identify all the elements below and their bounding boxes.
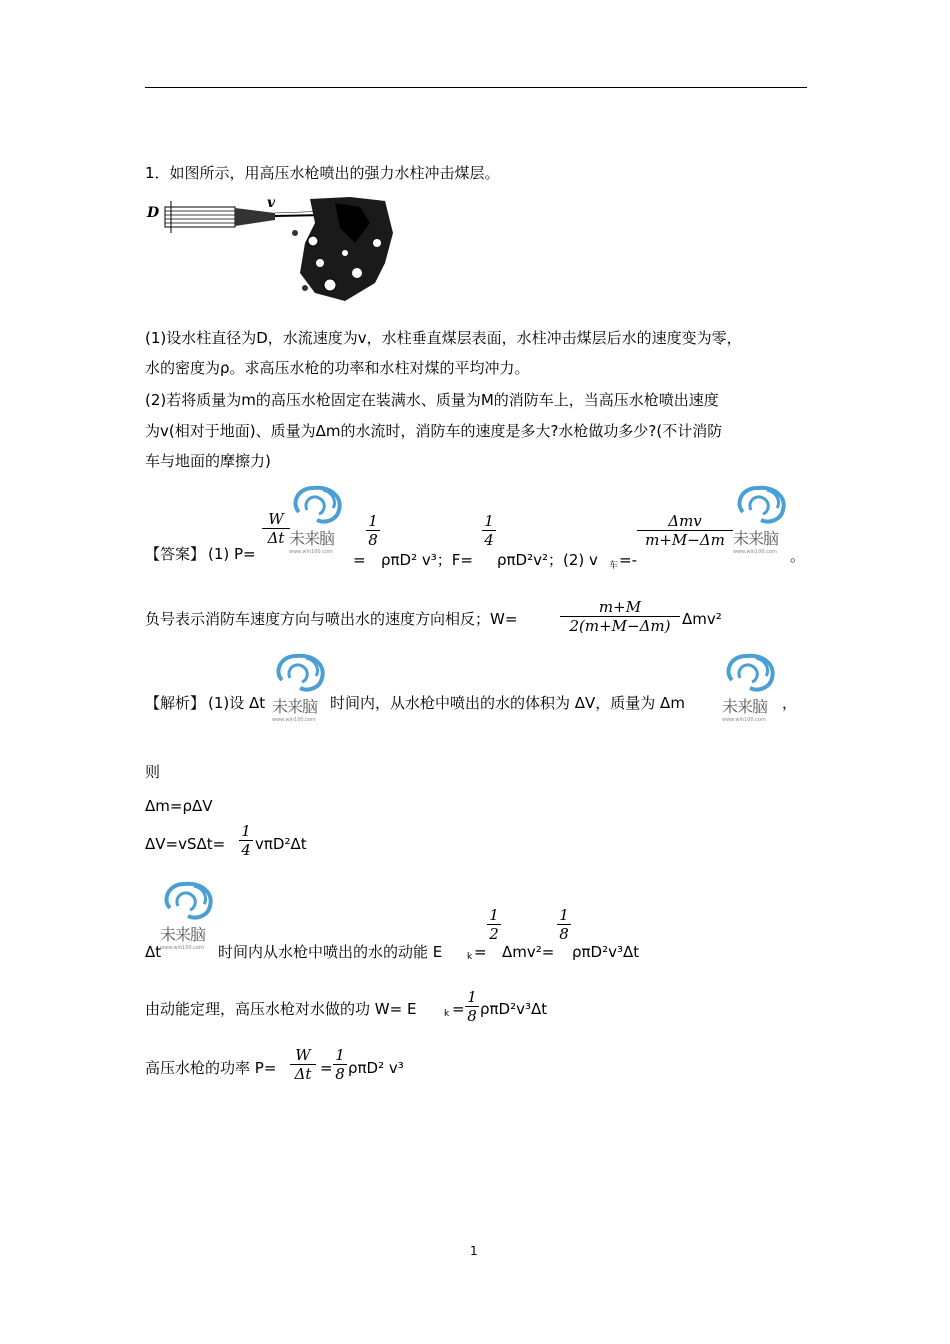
watermark-url: www.wln100.com — [272, 717, 316, 723]
fraction-numerator: W — [268, 510, 284, 528]
analysis-line5-c: = — [474, 943, 487, 961]
fraction-denominator: Δt — [262, 528, 290, 547]
watermark-url: www.wln100.com — [289, 549, 333, 555]
analysis-line6-a: 由动能定理，高压水枪对水做的功 W= E — [145, 1000, 417, 1018]
answer-p-prefix: (1) P= — [208, 545, 256, 563]
analysis-line6-c: ρπD²v³Δt — [480, 1000, 548, 1018]
analysis-line1-b: 时间内，从水枪中喷出的水的体积为 ΔV，质量为 Δm — [330, 694, 685, 712]
analysis-line5-e: ρπD²v³Δt — [572, 943, 640, 961]
analysis-line6-b: = — [452, 1000, 465, 1018]
answer-one-eighth — [366, 512, 380, 549]
figure-label-v: v — [267, 195, 276, 211]
fraction-denominator: Δt — [290, 1064, 316, 1083]
fraction-denominator: 4 — [239, 840, 253, 859]
answer-p-tail: ρπD² v³；F= — [381, 551, 473, 569]
analysis-eighth-fraction-3 — [333, 1046, 347, 1083]
analysis-line5-b: 时间内从水枪中喷出的水的动能 E — [218, 943, 443, 961]
answer-w-tail: Δmv² — [682, 610, 722, 628]
analysis-line5-a: Δt — [145, 943, 162, 961]
analysis-eighth-fraction-2 — [465, 988, 479, 1025]
watermark-text: 未来脑 — [722, 697, 768, 716]
fraction-denominator: m+M−Δm — [637, 530, 733, 549]
brain-swirl-icon — [722, 650, 782, 696]
fraction-numerator: 1 — [241, 822, 251, 840]
fraction-numerator: 1 — [368, 512, 378, 530]
analysis-line4-a: ΔV=vSΔt= — [145, 835, 226, 853]
analysis-line1-a: (1)设 Δt — [208, 694, 266, 712]
analysis-line7-c: ρπD² v³ — [348, 1059, 404, 1077]
fraction-denominator: 2 — [487, 924, 501, 943]
analysis-label: 【解析】 — [145, 694, 206, 712]
question-figure — [145, 193, 395, 303]
fraction-numerator: 1 — [335, 1046, 345, 1064]
answer-v-fraction — [637, 512, 733, 549]
question-part2-line2: 为v(相对于地面)、质量为Δm的水流时，消防车的速度是多大?水枪做功多少?(不计消防 — [145, 422, 723, 440]
analysis-line5-d: Δmv²= — [502, 943, 555, 961]
question-part2-line1: (2)若将质量为m的高压水枪固定在装满水、质量为M的消防车上，当高压水枪喷出速度 — [145, 391, 719, 409]
analysis-ek-subscript: k — [467, 952, 473, 962]
analysis-line7-a: 高压水枪的功率 P= — [145, 1059, 277, 1077]
fraction-numerator: 1 — [489, 906, 499, 924]
watermark-logo — [722, 650, 782, 730]
fraction-numerator: W — [295, 1046, 311, 1064]
fraction-denominator: 8 — [465, 1006, 479, 1025]
watermark-logo — [289, 482, 349, 562]
analysis-line3: Δm=ρΔV — [145, 797, 213, 815]
analysis-line2: 则 — [145, 763, 161, 781]
page-number: 1 — [470, 1244, 478, 1258]
fraction-denominator: 8 — [557, 924, 571, 943]
figure-label-d: D — [147, 205, 160, 221]
answer-line2-prefix: 负号表示消防车速度方向与喷出水的速度方向相反；W= — [145, 610, 518, 628]
fraction-numerator: 1 — [559, 906, 569, 924]
question-part2-line3: 车与地面的摩擦力) — [145, 452, 271, 470]
analysis-power-fraction — [290, 1046, 316, 1083]
fraction-numerator: Δmv — [668, 512, 702, 530]
analysis-eighth-fraction — [557, 906, 571, 943]
watermark-text: 未来脑 — [160, 925, 206, 944]
brain-swirl-icon — [272, 650, 332, 696]
answer-car-subscript: 车 — [609, 561, 619, 571]
watermark-url: www.wln100.com — [160, 945, 204, 951]
answer-period: 。 — [790, 547, 806, 565]
analysis-line7-b: = — [320, 1059, 333, 1077]
answer-v-eq: =- — [619, 551, 637, 569]
watermark-url: www.wln100.com — [722, 717, 766, 723]
answer-label: 【答案】 — [145, 545, 206, 563]
analysis-line4-b: vπD²Δt — [255, 835, 307, 853]
answer-w-fraction — [560, 598, 680, 635]
fraction-denominator: 8 — [366, 530, 380, 549]
fraction-denominator: 8 — [333, 1064, 347, 1083]
fraction-numerator: m+M — [598, 598, 642, 616]
brain-swirl-icon — [160, 878, 220, 924]
answer-p-fraction — [262, 510, 290, 547]
analysis-ek-subscript-2: k — [444, 1009, 450, 1019]
header-rule — [145, 87, 807, 88]
watermark-logo — [160, 878, 220, 958]
question-intro: 1．如图所示，用高压水枪喷出的强力水柱冲击煤层。 — [145, 164, 500, 182]
fraction-numerator: 1 — [484, 512, 494, 530]
watermark-logo — [733, 482, 793, 562]
answer-one-quarter — [482, 512, 496, 549]
watermark-logo — [272, 650, 332, 730]
fraction-numerator: 1 — [467, 988, 477, 1006]
question-part1-line2: 水的密度为ρ。求高压水枪的功率和水柱对煤的平均冲力。 — [145, 359, 530, 377]
brain-swirl-icon — [289, 482, 349, 528]
watermark-text: 未来脑 — [733, 529, 779, 548]
answer-f-tail: ρπD²v²；(2) v — [497, 551, 598, 569]
fraction-denominator: 4 — [482, 530, 496, 549]
analysis-line1-c: ， — [782, 694, 798, 712]
analysis-quarter-fraction — [239, 822, 253, 859]
brain-swirl-icon — [733, 482, 793, 528]
analysis-half-fraction — [487, 906, 501, 943]
watermark-url: www.wln100.com — [733, 549, 777, 555]
answer-eq: = — [353, 551, 366, 569]
watermark-text: 未来脑 — [289, 529, 335, 548]
watermark-text: 未来脑 — [272, 697, 318, 716]
question-part1-line1: (1)设水柱直径为D，水流速度为v，水柱垂直煤层表面，水柱冲击煤层后水的速度变为零， — [145, 329, 742, 347]
fraction-denominator: 2(m+M−Δm) — [560, 616, 680, 635]
